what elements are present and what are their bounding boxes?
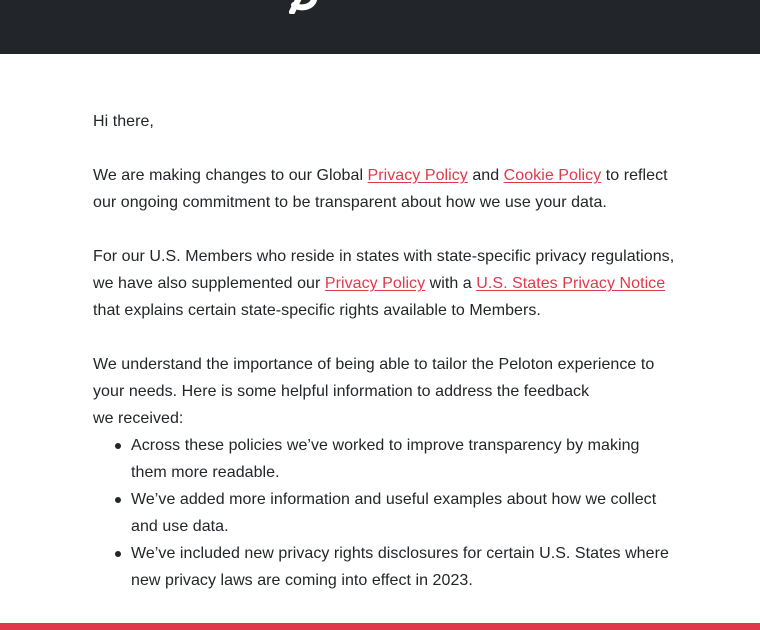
paragraph-text: we received: xyxy=(93,410,184,427)
paragraph-text: We understand the importance of being able to tailor the Peloton experience to your needs. Here is some helpful information to address the feedback xyxy=(93,356,655,400)
policy-change-paragraph xyxy=(93,162,683,216)
paragraph-text: with a xyxy=(425,275,477,292)
bullet-icon xyxy=(115,551,121,557)
us-states-privacy-notice-link[interactable]: U.S. States Privacy Notice xyxy=(476,275,666,292)
email-header xyxy=(0,0,760,54)
paragraph-text: that explains certain state-specific rights available to Members. xyxy=(93,302,541,319)
list-item xyxy=(131,432,683,486)
cookie-policy-link[interactable]: Cookie Policy xyxy=(503,167,602,184)
list-item xyxy=(131,486,683,540)
privacy-policy-link[interactable]: Privacy Policy xyxy=(324,275,426,292)
bullet-icon xyxy=(115,443,121,449)
bullet-icon xyxy=(115,497,121,503)
list-item xyxy=(131,540,683,594)
list-item-text: We’ve included new privacy rights disclosures for certain U.S. States where new privacy laws are coming into effect in 2023. xyxy=(131,545,669,589)
list-item-text: We’ve added more information and useful examples about how we collect and use data. xyxy=(131,491,657,535)
feedback-paragraph xyxy=(93,351,683,432)
paragraph-text: to reflect our ongoing commitment to be transparent about how we use your data. xyxy=(93,167,668,211)
privacy-policy-link[interactable]: Privacy Policy xyxy=(367,167,468,184)
paragraph-text: and xyxy=(467,167,504,184)
paragraph-text: For our U.S. Members who reside in states with state-specific privacy regulations, we have also supplemented our xyxy=(93,248,675,292)
email-body xyxy=(93,108,683,594)
peloton-logo-icon xyxy=(280,0,324,14)
paragraph-text: We are making changes to our Global xyxy=(93,167,368,184)
accent-bar xyxy=(0,623,760,630)
us-members-paragraph xyxy=(93,243,683,324)
greeting: Hi there, xyxy=(93,113,154,130)
feedback-bullet-list xyxy=(93,432,683,594)
list-item-text: Across these policies we’ve worked to improve transparency by making them more readable. xyxy=(131,437,640,481)
